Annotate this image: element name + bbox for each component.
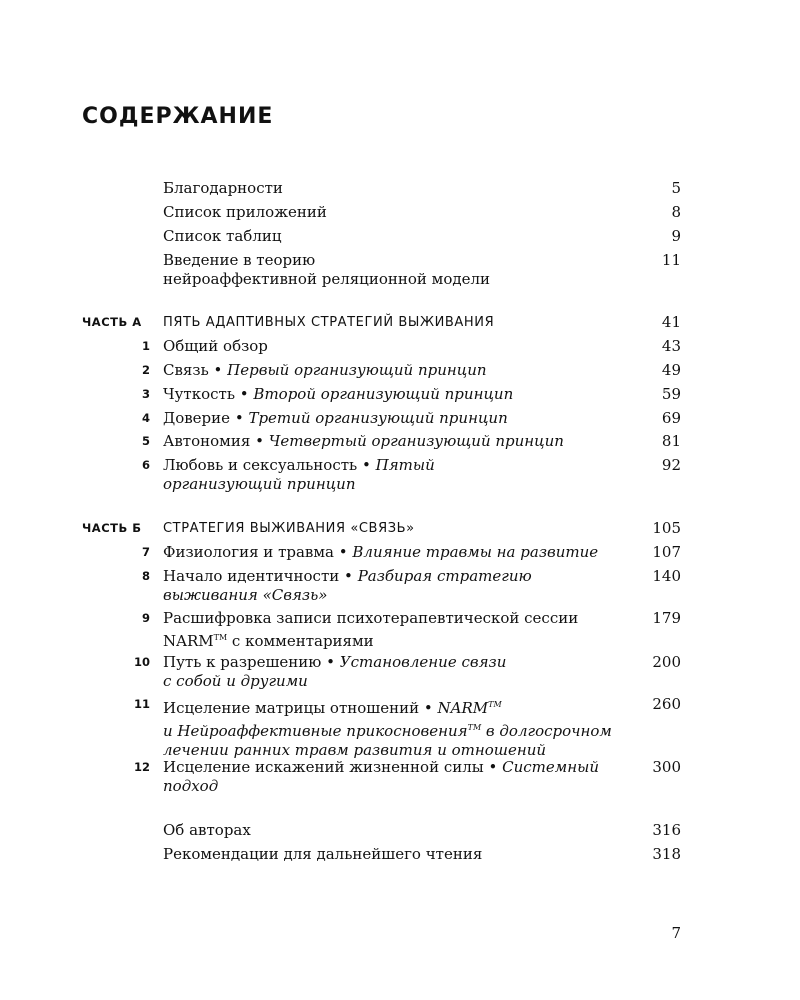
page-number: 200 — [652, 653, 681, 671]
chapter-number: 10 — [133, 655, 150, 669]
page-number: 316 — [652, 821, 681, 839]
page-number: 179 — [652, 609, 681, 627]
chapter-number: 6 — [141, 458, 150, 472]
page-number: 92 — [661, 456, 681, 474]
page-number: 9 — [671, 227, 681, 245]
page-number: 11 — [661, 251, 681, 269]
chapter-number: 5 — [141, 434, 150, 448]
entry-title: Список таблиц — [163, 227, 282, 245]
folio-page-number: 7 — [671, 924, 681, 942]
bullet-separator: • — [213, 361, 223, 379]
entry-title: Список приложений — [163, 203, 327, 221]
chapter-title: Физиология и травма • Влияние травмы на развитие — [163, 543, 599, 561]
page-number: 140 — [652, 567, 681, 585]
page-number: 41 — [661, 313, 681, 331]
entry-title: Рекомендации для дальнейшего чтения — [163, 845, 483, 863]
page-number: 69 — [661, 409, 681, 427]
page-number: 8 — [671, 203, 681, 221]
chapter-title: Любовь и сексуальность • Пятый организующий принцип — [163, 456, 435, 493]
page-number: 105 — [652, 519, 681, 537]
chapter-number: 7 — [141, 545, 150, 559]
bullet-separator: • — [255, 432, 264, 450]
page-number: 81 — [661, 432, 681, 450]
entry-title: Об авторах — [163, 821, 251, 839]
chapter-number: 12 — [133, 760, 150, 774]
chapter-number: 4 — [141, 411, 150, 425]
bullet-separator: • — [488, 758, 498, 776]
chapter-number: 3 — [141, 387, 150, 401]
part-label: ЧАСТЬ Б — [82, 521, 142, 535]
trademark-mark: TM — [467, 723, 482, 732]
chapter-title: Исцеление искажений жизненной силы • Системный подход — [163, 758, 599, 795]
chapter-number: 2 — [141, 363, 150, 377]
part-title: ПЯТЬ АДАПТИВНЫХ СТРАТЕГИЙ ВЫЖИВАНИЯ — [163, 315, 495, 330]
page-number: 49 — [661, 361, 681, 379]
bullet-separator: • — [239, 385, 249, 403]
chapter-title: Начало идентичности • Разбирая стратегию выживания «Связь» — [163, 567, 532, 604]
chapter-title: Чуткость • Второй организующий принцип — [163, 385, 514, 403]
chapter-title: Путь к разрешению • Установление связи с собой и другими — [163, 653, 507, 690]
part-label: ЧАСТЬ А — [82, 315, 142, 329]
bullet-separator: • — [338, 543, 348, 561]
page-number: 43 — [661, 337, 681, 355]
chapter-title: Расшифровка записи психотерапевтической сессии NARM™ с комментариями — [163, 609, 579, 650]
trademark-mark: TM — [213, 633, 228, 642]
chapter-title: Исцеление матрицы отношений • NARM™ и Нейроаффективные прикосновения™ в долгосрочном лечении ранних травм развития и отношений — [163, 699, 612, 759]
chapter-title: Связь • Первый организующий принцип — [163, 361, 487, 379]
bullet-separator: • — [234, 409, 244, 427]
bullet-separator: • — [344, 567, 353, 585]
part-title: СТРАТЕГИЯ ВЫЖИВАНИЯ «СВЯЗЬ» — [163, 521, 415, 536]
chapter-title: Доверие • Третий организующий принцип — [163, 409, 508, 427]
chapter-number: 11 — [133, 697, 150, 711]
page-title: СОДЕРЖАНИЕ — [82, 104, 274, 129]
chapter-number: 1 — [141, 339, 150, 353]
entry-title: Благодарности — [163, 179, 283, 197]
chapter-title: Общий обзор — [163, 337, 268, 355]
trademark-mark: TM — [488, 700, 502, 709]
chapter-title: Автономия • Четвертый организующий принцип — [163, 432, 564, 450]
page-number: 318 — [652, 845, 681, 863]
page-number: 107 — [652, 543, 681, 561]
bullet-separator: • — [326, 653, 336, 671]
chapter-number: 9 — [141, 611, 150, 625]
chapter-number: 8 — [141, 569, 150, 583]
entry-title: Введение в теорию нейроаффективной реляционной модели — [163, 251, 490, 288]
page-number: 5 — [671, 179, 681, 197]
bullet-separator: • — [423, 699, 433, 717]
page-number: 260 — [652, 695, 681, 713]
page-number: 300 — [652, 758, 681, 776]
page-number: 59 — [661, 385, 681, 403]
bullet-separator: • — [361, 456, 371, 474]
